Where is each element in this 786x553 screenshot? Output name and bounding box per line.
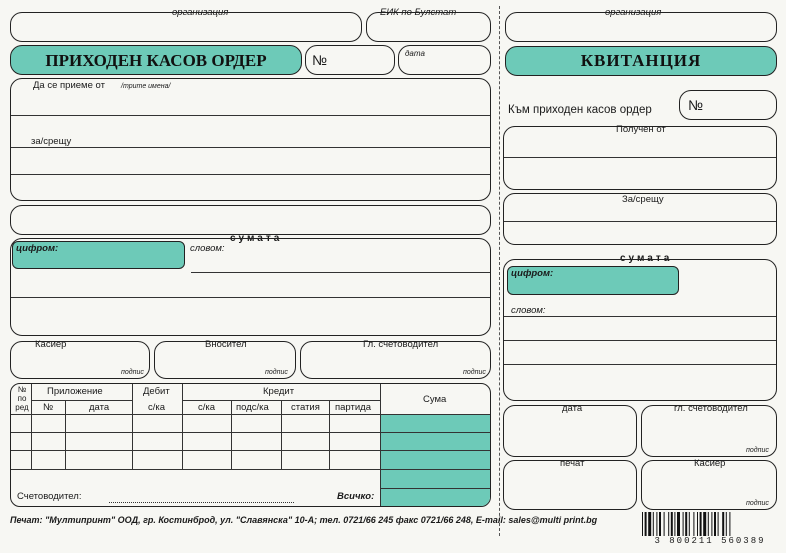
receipt-chief-accountant-field[interactable] — [641, 405, 777, 457]
receipt-against-field[interactable] — [503, 193, 777, 245]
header-debit: Дебит — [143, 386, 170, 397]
header-date: дата — [89, 402, 110, 413]
barcode-bar — [671, 512, 673, 536]
barcode-bar — [659, 512, 661, 536]
chief-accountant-signature-field[interactable] — [300, 341, 491, 379]
line — [11, 297, 490, 298]
against-extra-field[interactable] — [10, 205, 491, 235]
accounting-table — [10, 383, 491, 507]
amount-label: сумата — [230, 233, 283, 244]
barcode-bar — [668, 512, 669, 536]
barcode — [640, 512, 780, 536]
barcode-bars — [642, 512, 730, 536]
depositor-signature-field[interactable] — [154, 341, 296, 379]
receipt-cashier-label: Касиер — [694, 458, 726, 469]
receipt-words-label: словом: — [511, 305, 546, 316]
against-label: за/срещу — [31, 136, 72, 147]
receipt-cashier-signature-label: подпис — [746, 500, 769, 507]
signature-label: подпис — [265, 369, 288, 376]
date-label: дата — [405, 49, 425, 58]
barcode-bar — [729, 512, 730, 536]
barcode-bar — [722, 512, 724, 536]
order-date-field[interactable] — [398, 45, 491, 75]
col-line — [132, 384, 133, 469]
col-line — [231, 400, 232, 469]
header-credit: Кредит — [263, 386, 295, 397]
barcode-bar — [685, 512, 687, 536]
cashier-label: Касиер — [35, 339, 67, 350]
signature-label: подпис — [121, 369, 144, 376]
row-line — [11, 414, 490, 415]
barcode-bar — [677, 512, 680, 536]
receipt-digits-label: цифром: — [511, 268, 554, 279]
receipt-stamp-field[interactable] — [503, 460, 637, 510]
receipt-title-box — [505, 46, 777, 76]
col-line — [31, 384, 32, 469]
receipt-against-label: За/срещу — [622, 194, 664, 205]
header-no-row: № по ред — [15, 385, 29, 412]
line — [11, 174, 490, 175]
receive-from-section[interactable] — [10, 78, 491, 201]
amount-digits-field[interactable] — [12, 241, 185, 269]
row-line — [380, 488, 490, 489]
receipt-signature-label: подпис — [746, 447, 769, 454]
barcode-number: 3 800211 560389 — [654, 536, 766, 546]
receipt-subtitle: Към приходен касов ордер — [508, 104, 652, 116]
receipt-digits-field[interactable] — [507, 266, 679, 295]
order-title-box — [10, 45, 302, 75]
receipt-received-from-field[interactable] — [503, 126, 777, 190]
col-line — [281, 400, 282, 469]
line — [504, 364, 776, 365]
received-from-label: Получен от — [616, 124, 666, 135]
barcode-bar — [693, 512, 694, 536]
barcode-bar — [718, 512, 719, 536]
receipt-organization-field[interactable] — [505, 12, 777, 42]
row-line — [31, 400, 132, 401]
organization-field[interactable] — [10, 12, 362, 42]
line — [11, 115, 490, 116]
barcode-bar — [674, 512, 675, 536]
names-hint: /трите имена/ — [121, 83, 171, 90]
barcode-bar — [700, 512, 702, 536]
barcode-bar — [689, 512, 690, 536]
receipt-number-field[interactable] — [679, 90, 777, 120]
barcode-bar — [703, 512, 706, 536]
barcode-bar — [708, 512, 709, 536]
receipt-date-field[interactable] — [503, 405, 637, 457]
col-line — [182, 384, 183, 469]
barcode-bar — [648, 512, 651, 536]
accountant-label: Счетоводител: — [17, 491, 82, 502]
order-title: ПРИХОДЕН КАСОВ ОРДЕР — [45, 51, 267, 70]
header-batch: партида — [335, 402, 371, 413]
order-number-field[interactable] — [305, 45, 395, 75]
receipt-amount-label: сумата — [620, 253, 673, 264]
line — [504, 340, 776, 341]
row-line — [11, 469, 490, 470]
accountant-line — [109, 502, 294, 503]
header-debit-account: с/ка — [148, 402, 166, 413]
line — [504, 316, 776, 317]
row-line — [11, 450, 490, 451]
tear-line — [499, 6, 500, 536]
row-line — [182, 400, 380, 401]
receipt-date-label: дата — [562, 403, 583, 414]
receipt-chief-accountant-label: гл. счетоводител — [674, 403, 748, 414]
header-no: № — [43, 402, 54, 413]
words-label: словом: — [190, 243, 225, 254]
barcode-bar — [711, 512, 712, 536]
sum-column-fill — [380, 414, 491, 507]
total-label: Всичко: — [337, 491, 375, 502]
header-subaccount: подс/ка — [236, 402, 269, 413]
chief-accountant-label: Гл. счетоводител — [363, 339, 439, 350]
line — [504, 221, 776, 222]
barcode-bar — [697, 512, 698, 536]
row-line — [11, 432, 490, 433]
line — [11, 147, 490, 148]
header-credit-account: с/ка — [198, 402, 216, 413]
col-line — [329, 400, 330, 469]
eik-field[interactable] — [366, 12, 491, 42]
barcode-bar — [645, 512, 647, 536]
barcode-bar — [656, 512, 657, 536]
barcode-bar — [726, 512, 727, 536]
receipt-number-label: № — [688, 97, 704, 113]
line — [191, 272, 490, 273]
imprint-text: Печат: "Мултипринт" ООД, гр. Костинброд, ул. "Славянска" 10-А; тел. 0721/66 245 факс 0721/66 248, E-mail: sales@multi print.bg — [10, 515, 598, 525]
cashier-signature-field[interactable] — [10, 341, 150, 379]
barcode-bar — [683, 512, 684, 536]
header-attachment: Приложение — [47, 386, 103, 397]
stamp-label: печат — [560, 458, 585, 469]
receipt-organization-label: организация — [605, 7, 662, 18]
depositor-label: Вносител — [205, 339, 247, 350]
organization-label: организация — [172, 7, 229, 18]
eik-label: ЕИК по Булстат — [380, 7, 457, 18]
receive-from-label: Да се приеме от — [33, 80, 105, 91]
digits-label: цифром: — [16, 243, 59, 254]
header-article: статия — [291, 402, 320, 413]
receipt-cashier-field[interactable] — [641, 460, 777, 510]
barcode-bar — [653, 512, 654, 536]
number-label: № — [312, 52, 328, 68]
receipt-title: КВИТАНЦИЯ — [580, 51, 702, 70]
signature-label: подпис — [463, 369, 486, 376]
col-line — [65, 400, 66, 469]
line — [504, 157, 776, 158]
barcode-bar — [664, 512, 665, 536]
header-sum: Сума — [423, 394, 447, 405]
barcode-bar — [714, 512, 716, 536]
barcode-bar — [642, 512, 643, 536]
